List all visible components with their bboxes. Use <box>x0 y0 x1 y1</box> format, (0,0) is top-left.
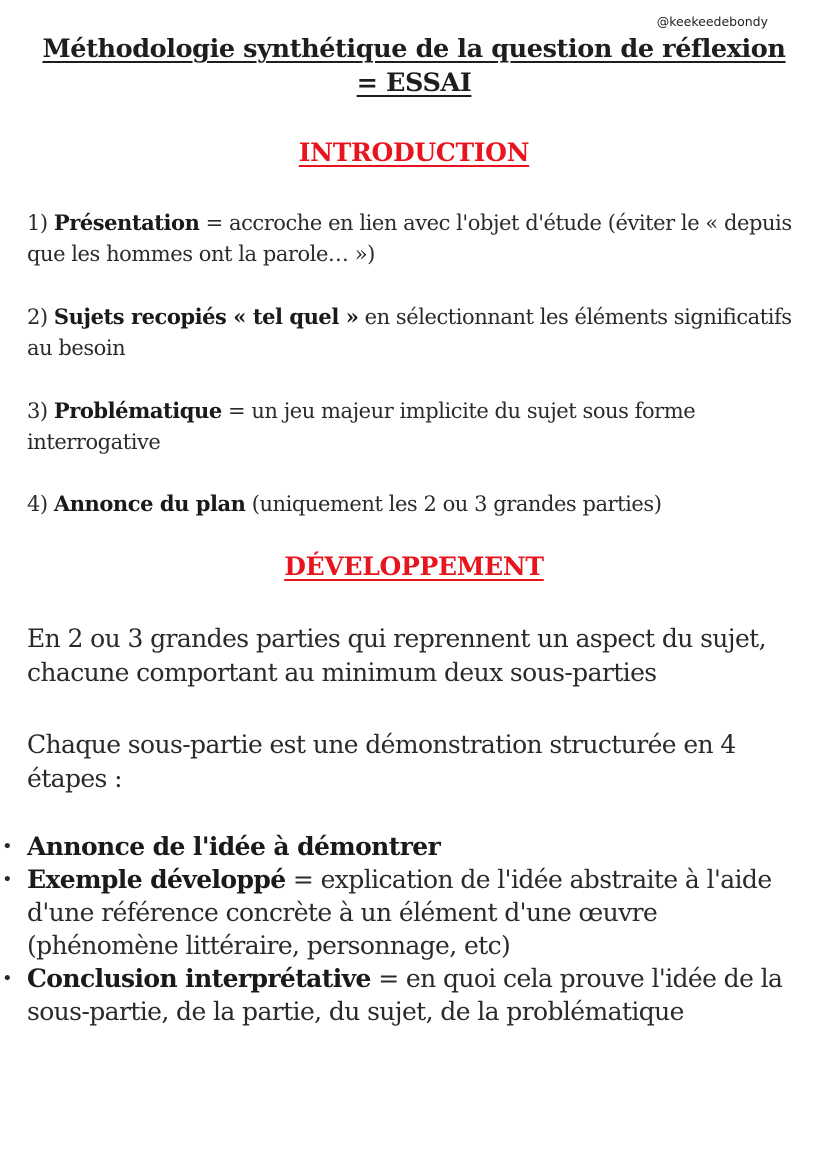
intro-item-text: = un jeu majeur implicite du sujet sous forme interrogative <box>27 399 696 454</box>
intro-item-keyword: Annonce du plan <box>53 491 246 516</box>
bullet-keyword: Annonce de l'idée à démontrer <box>27 832 441 861</box>
steps-bullet-list <box>0 830 828 1028</box>
intro-item-text: (uniquement les 2 ou 3 grandes parties) <box>245 492 662 516</box>
list-item <box>0 830 828 863</box>
intro-item-text: en sélectionnant les éléments significatifs au besoin <box>27 305 792 360</box>
intro-item-keyword: Problématique <box>53 398 222 423</box>
bullet-keyword: Conclusion interprétative <box>27 964 371 993</box>
bullet-icon: • <box>2 869 13 890</box>
bullet-text: = explication de l'idée abstraite à l'aide d'une référence concrète à un élément d'une œuvre (phénomène littéraire, personnage, etc) <box>27 865 772 960</box>
author-handle: @keekeedebondy <box>656 14 768 29</box>
developpement-heading: DÉVELOPPEMENT <box>284 552 544 581</box>
developpement-paragraph-2: Chaque sous-partie est une démonstration structurée en 4 étapes : <box>27 730 736 793</box>
developpement-paragraph-1: En 2 ou 3 grandes parties qui reprennent un aspect du sujet, chacune comportant au minimum deux sous-parties <box>27 624 766 687</box>
intro-item-text: = accroche en lien avec l'objet d'étude (éviter le « depuis que les hommes ont la parole… ») <box>27 211 792 266</box>
page-title: Méthodologie synthétique de la question de réflexion = ESSAI <box>42 34 786 98</box>
bullet-text: = en quoi cela prouve l'idée de la sous-partie, de la partie, du sujet, de la problématique <box>27 964 783 1026</box>
list-item <box>0 962 828 1028</box>
intro-item-1 <box>27 207 802 270</box>
intro-item-2 <box>27 301 802 364</box>
bullet-icon: • <box>2 968 13 989</box>
intro-item-keyword: Sujets recopiés « tel quel » <box>53 304 359 329</box>
bullet-keyword: Exemple développé <box>27 865 286 894</box>
intro-item-4 <box>27 488 802 520</box>
intro-item-number: 4) <box>27 492 48 516</box>
intro-item-number: 3) <box>27 399 48 423</box>
intro-item-keyword: Présentation <box>53 210 200 235</box>
intro-item-3 <box>27 395 802 458</box>
intro-item-number: 1) <box>27 211 48 235</box>
list-item <box>0 863 828 962</box>
bullet-icon: • <box>2 836 13 857</box>
introduction-heading: INTRODUCTION <box>298 138 530 167</box>
intro-item-number: 2) <box>27 305 48 329</box>
